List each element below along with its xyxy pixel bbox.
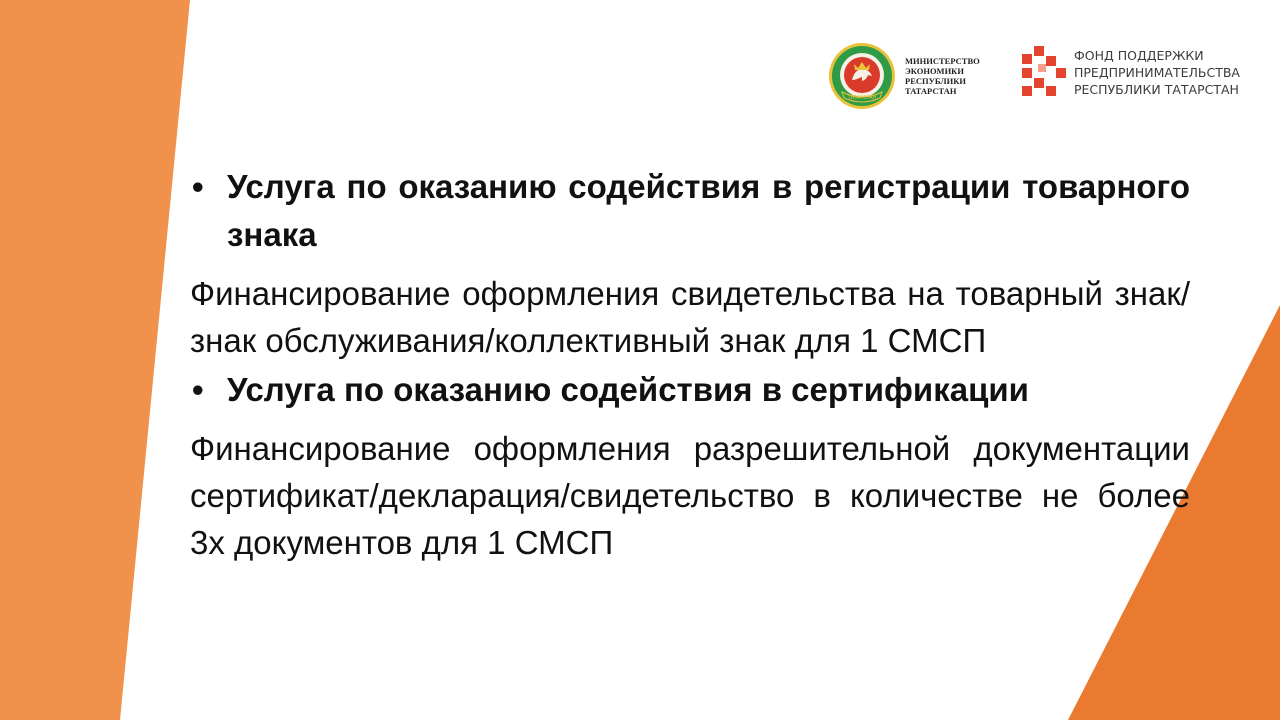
bullet-icon: • (192, 168, 204, 205)
ministry-line-4: ТАТАРСТАН (905, 86, 957, 96)
emblem-ribbon-text: ТАТАРСТАН (847, 95, 877, 101)
ministry-line-3: РЕСПУБЛИКИ (905, 76, 966, 86)
bullet-text-trademark: Услуга по оказанию содействия в регистрации товарного знака (227, 168, 1190, 253)
bullet-icon: • (192, 371, 204, 408)
fund-name (1074, 47, 1240, 98)
paragraph-certification-financing: Финансирование оформления разрешительной документации сертификат/декларация/свидетельство в количестве не более 3х документов для 1 СМСП (190, 430, 1190, 561)
fund-logo (1022, 46, 1240, 98)
ministry-line-1: МИНИСТЕРСТВО (905, 56, 980, 66)
ministry-logo (828, 42, 980, 110)
fund-line-2: ПРЕДПРИНИМАТЕЛЬСТВА (1074, 64, 1240, 80)
slide-content (190, 163, 1190, 566)
ministry-name (905, 56, 980, 96)
fund-line-1: ФОНД ПОДДЕРЖКИ (1074, 47, 1204, 63)
bullet-text-certification: Услуга по оказанию содействия в сертификации (227, 371, 1029, 408)
left-orange-shape (0, 0, 200, 720)
bullet-item-trademark (190, 163, 1190, 259)
fund-logo-icon (1022, 46, 1066, 98)
fund-line-3: РЕСПУБЛИКИ ТАТАРСТАН (1074, 81, 1239, 97)
paragraph-trademark-financing: Финансирование оформления свидетельства на товарный знак/знак обслуживания/коллективный знак для 1 СМСП (190, 275, 1190, 359)
ministry-line-2: ЭКОНОМИКИ (905, 66, 964, 76)
tatarstan-emblem-icon (828, 42, 896, 110)
bullet-item-certification (190, 366, 1190, 414)
